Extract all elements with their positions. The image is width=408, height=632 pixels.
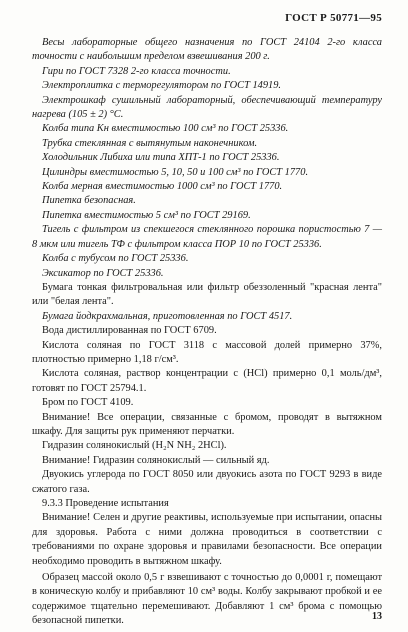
paragraph-19: Кислота соляная, раствор концентрации с (HCl) примерно 0,1 моль/дм³, готовят по ГОСТ 25794.1. — [32, 368, 382, 394]
section-heading: 9.3.3 Проведение испытания — [42, 498, 169, 509]
paragraph-15: Бумага тонкая фильтровальная или фильтр обеззоленный "красная лента" или "белая лента". — [32, 281, 382, 308]
paragraph-21: Внимание! Все операции, связанные с бромом, проводят в вытяжном шкафу. Для защиты рук применяют перчатки. — [32, 411, 382, 437]
paragraph-9: Колба мерная вместимостью 1000 см³ по ГОСТ 1770. — [42, 181, 283, 193]
paragraph-7: Холодильник Либиха или типа ХПТ-1 по ГОСТ 25336. — [42, 152, 280, 164]
paragraph-10: Пипетка безопасная. — [42, 195, 136, 207]
page-body — [32, 36, 382, 629]
paragraph-22: Гидразин солянокислый (H₂N NH₂ 2HCl). — [42, 440, 227, 452]
paragraph-14: Эксикатор по ГОСТ 25336. — [42, 267, 164, 279]
paragraph-24: Двуокись углерода по ГОСТ 8050 или двуокись азота по ГОСТ 9293 в виде сжатого газа. — [32, 469, 382, 495]
paragraph-17: Вода дистиллированная по ГОСТ 6709. — [42, 325, 217, 337]
paragraph-1: Весы лабораторные общего назначения по ГОСТ 24104 2-го класса точности с наибольшим пределом взвешивания 200 г. — [32, 37, 382, 63]
paragraph-8: Цилиндры вместимостью 5, 10, 50 и 100 см³ по ГОСТ 1770. — [42, 166, 309, 178]
paragraph-4: Электрошкаф сушильный лабораторный, обеспечивающий температуру нагрева (105 ± 2) °С. — [32, 94, 382, 121]
paragraph-23: Внимание! Гидразин солянокислый — сильный яд. — [42, 454, 270, 466]
paragraph-6: Трубка стеклянная с вытянутым наконечником. — [42, 137, 258, 149]
paragraph-11: Пипетка вместимостью 5 см³ по ГОСТ 29169. — [42, 209, 251, 221]
paragraph-20: Бром по ГОСТ 4109. — [42, 397, 134, 409]
paragraph-13: Колба с тубусом по ГОСТ 25336. — [42, 253, 189, 265]
paragraph-3: Электроплитка с терморегулятором по ГОСТ 14919. — [42, 80, 282, 92]
paragraph-5: Колба типа Кн вместимостью 100 см³ по ГОСТ 25336. — [42, 123, 289, 135]
page-header: ГОСТ Р 50771—95 — [285, 12, 382, 24]
paragraph-2: Гири по ГОСТ 7328 2-го класса точности. — [42, 65, 231, 77]
page-number: 13 — [372, 611, 382, 622]
paragraph-18: Кислота соляная по ГОСТ 3118 с массовой долей примерно 37%, плотностью примерно 1,18 г/см³. — [32, 339, 382, 365]
paragraph-16: Бумага йодкрахмальная, приготовленная по ГОСТ 4517. — [42, 310, 293, 322]
paragraph-27: Образец массой около 0,5 г взвешивают с точностью до 0,0001 г, помещают в коническую колбу и прибавляют 10 см³ воды. Колбу закрывают пробкой и ее содержимое тщательно перемешивают. Добавляют 1 см³ брома с помощью безопасной пипетки. — [32, 572, 382, 627]
paragraph-12: Тигель с фильтром из спекшегося стеклянного порошка пористостью 7 — 8 мкм или тигель ТФ с фильтром класса ПОР 10 по ГОСТ 25336. — [32, 224, 382, 250]
paragraph-26: Внимание! Селен и другие реактивы, используемые при испытании, опасны для здоровья. Работа с ними должна проводиться в соответствии с требованиями по охране здоровья и правилами безопасности. Все операции необходимо проводить в вытяжном шкафу. — [32, 512, 382, 567]
